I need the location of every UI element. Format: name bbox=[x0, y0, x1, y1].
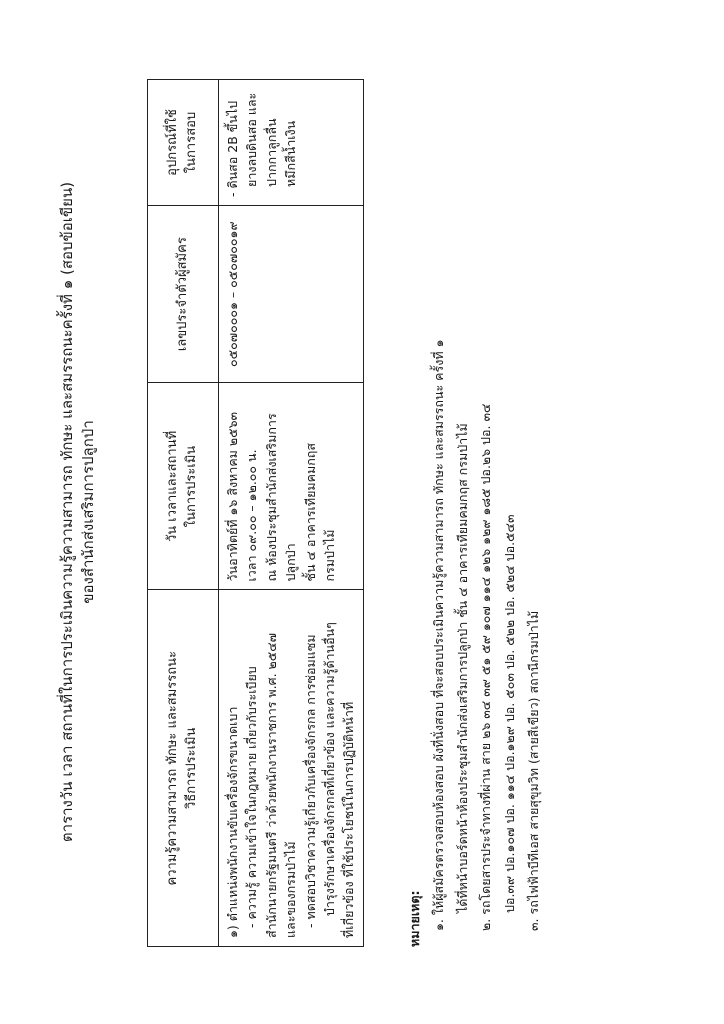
exam-date: วันอาทิตย์ที่ ๑๖ สิงหาคม ๒๕๖๓ bbox=[225, 411, 240, 582]
notes-section bbox=[403, 67, 546, 947]
header-col2-line2: ในการประเมิน bbox=[184, 445, 199, 528]
equipment-line-d: หมึกสีน้ำเงิน bbox=[283, 120, 299, 187]
item1-line-a: - ความรู้ ความเข้าใจในกฎหมาย เกี่ยวกับระเบียบ bbox=[244, 666, 260, 928]
header-equipment bbox=[148, 80, 219, 206]
schedule-table bbox=[147, 79, 364, 947]
cell-equipment bbox=[219, 80, 364, 206]
equipment-line-b: ยางลบดินสอ และ bbox=[244, 92, 260, 187]
note-2-line-a: ๒. รถโดยสารประจำทางที่ผ่าน สาย ๒๖ ๓๔ ๓๙ ๕๑ ๕๙ ๑๐๗ ๑๑๔ ๑๒๖ ๑๒๙ ๑๘๕ ปอ.๒๖ ปอ. ๓๔ bbox=[478, 403, 494, 931]
equipment-line-c: ปากกาลูกลื่น bbox=[263, 118, 279, 187]
header-col4-line1: อุปกรณ์ที่ใช้ bbox=[165, 109, 181, 176]
applicant-range: ๐๕๐๗๐๐๐๑ – ๐๕๐๗๐๐๑๙ bbox=[225, 221, 240, 367]
position-name: ๑) ตำแหน่งพนักงานขับเครื่องจักรขนาดเบา bbox=[225, 706, 240, 938]
note-2-line-b: ปอ.๓๙ ปอ.๑๐๗ ปอ. ๑๑๔ ปอ.๑๒๙ ปอ. ๕๐๓ ปอ. ๕๒๒ ปอ. ๕๒๔ ปอ.๕๔๓ bbox=[502, 514, 517, 913]
note-3: ๓. รถไฟฟ้าบีทีเอส สายสุขุมวิท (สายสีเขียว) สถานีกรมป่าไม้ bbox=[525, 610, 541, 931]
item2-line-c: ที่เกี่ยวข้อง ที่ใช้ประโยชน์ในการปฏิบัติหน้าที่ bbox=[341, 701, 357, 938]
cell-applicant-range bbox=[219, 205, 364, 382]
notes-heading: หมายเหตุ: bbox=[407, 890, 422, 947]
equipment-line-a: - ดินสอ 2B ขึ้นไป bbox=[225, 100, 240, 197]
table-row bbox=[219, 80, 364, 947]
item1-line-c: และของกรมป่าไม้ bbox=[283, 841, 299, 938]
venue-line-b: ชั้น ๔ อาคารเทียมคมกฤส bbox=[302, 442, 318, 582]
header-col3: เลขประจำตัวผู้สมัคร bbox=[174, 237, 190, 352]
header-col1-line2: วิธีการประเมิน bbox=[184, 727, 199, 810]
note-1-line-a: ๑. ให้ผู้สมัครตรวจสอบห้องสอบ ผังที่นั่งสอบ ที่จะสอบประเมินความรู้ความสามารถ ทักษะ และสมรรถนะ ครั้งที่ ๑ bbox=[430, 339, 446, 931]
venue-line-c: กรมป่าไม้ bbox=[321, 529, 337, 582]
table-header-row bbox=[148, 80, 219, 947]
note-1-line-b: ได้ที่หน้าบอร์ดหน้าห้องประชุมสำนักส่งเสริมการปลูกป่า ชั้น ๔ อาคารเทียมคมกฤส กรมป่าไม้ bbox=[454, 423, 470, 913]
header-applicant-id bbox=[148, 205, 219, 382]
document-subtitle: ของสำนักส่งเสริมการปลูกป่า bbox=[79, 420, 97, 604]
item2-line-a: - ทดสอบวิชาความรู้เกี่ยวกับเครื่องจักรกล การซ่อมแซม bbox=[302, 634, 318, 928]
item1-line-b: สำนักนายกรัฐมนตรี ว่าด้วยพนักงานราชการ พ.ศ. ๒๕๔๗ bbox=[263, 632, 279, 938]
header-col4-line2: ในการสอบ bbox=[184, 111, 199, 174]
cell-knowledge-method bbox=[219, 590, 364, 947]
document-title: ตารางวัน เวลา สถานที่ในการประเมินความรู้ความสามารถ ทักษะ และสมรรถนะครั้งที่ ๑ (สอบข้อเขียน) bbox=[58, 181, 76, 843]
cell-date-venue bbox=[219, 383, 364, 590]
exam-time: เวลา ๐๙.๐๐ – ๑๒.๐๐ น. bbox=[244, 449, 260, 582]
header-date-venue bbox=[148, 383, 219, 590]
header-col1-line1: ความรู้ความสามารถ ทักษะ และสมรรถนะ bbox=[165, 651, 181, 886]
item2-line-b: บำรุงรักษาเครื่องจักรกลที่เกี่ยวข้อง และความรู้ด้านอื่นๆ bbox=[321, 622, 337, 916]
header-knowledge-method bbox=[148, 590, 219, 947]
header-col2-line1: วัน เวลาและสถานที่ bbox=[165, 430, 181, 543]
venue-line-a: ณ ห้องประชุมสำนักส่งเสริมการปลูกป่า bbox=[263, 413, 299, 582]
